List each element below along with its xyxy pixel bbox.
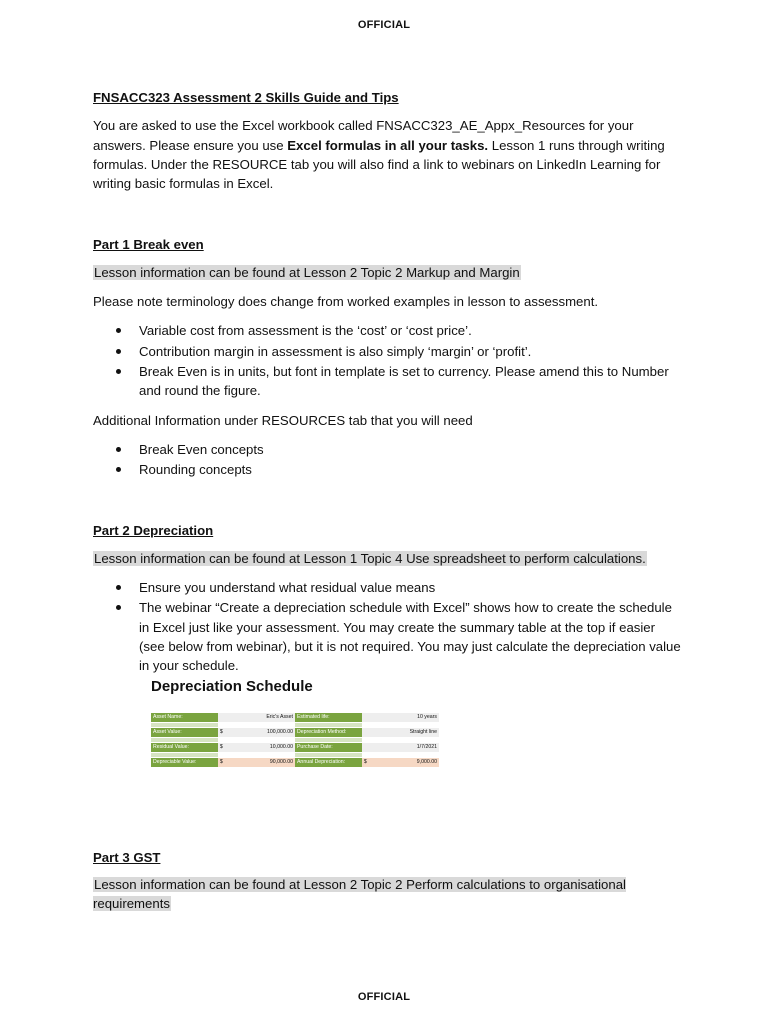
table-cell: Straight line (376, 727, 439, 737)
table-cell: $ (218, 742, 232, 752)
part2-heading: Part 2 Depreciation (93, 523, 214, 539)
table-cell: Asset Value: (151, 727, 218, 737)
table-cell: $ (218, 757, 232, 767)
list-item: Rounding concepts (139, 460, 683, 479)
header-classification: OFFICIAL (357, 19, 411, 31)
table-cell (362, 727, 376, 737)
table-cell: Annual Depreciation: (295, 757, 362, 767)
table-cell: Depreciable Value: (151, 757, 218, 767)
intro-text-2: Lesson 1 runs through writing formulas. Under the RESOURCE tab you will also find a link to webinars on LinkedIn Learning for writing basic formulas in Excel. (93, 137, 665, 192)
document-body (93, 88, 683, 923)
intro-paragraph (93, 116, 683, 193)
part1-additional-info: Additional Information under RESOURCES tab that you will need (93, 412, 473, 428)
table-cell: Residual Value: (151, 742, 218, 752)
schedule-title: Depreciation Schedule (151, 677, 313, 695)
table-row (151, 713, 439, 723)
part1-heading: Part 1 Break even (93, 237, 204, 253)
document-title: FNSACC323 Assessment 2 Skills Guide and Tips (93, 90, 399, 105)
table-cell: Estimated life: (295, 713, 362, 723)
table-cell: Eric's Asset (232, 713, 295, 723)
table-cell: Purchase Date: (295, 742, 362, 752)
part3-lesson-info (93, 875, 683, 914)
table-cell: Asset Name: (151, 713, 218, 723)
intro-text-1: You are asked to use the Excel workbook called FNSACC323_AE_Appx_Resources for your answers. Please ensure you use (93, 118, 634, 153)
table-cell: 1/7/2021 (376, 742, 439, 752)
part2-lesson-info (93, 549, 683, 568)
part1-lesson-highlight: Lesson information can be found at Lesson 2 Topic 2 Markup and Margin (94, 264, 520, 280)
list-item: Break Even concepts (139, 440, 683, 459)
table-row (151, 757, 439, 767)
table-cell: 100,000.00 (232, 727, 295, 737)
schedule-table (151, 713, 439, 768)
part1-resources-list (93, 440, 683, 480)
depreciation-schedule-image (147, 678, 439, 782)
table-row (151, 727, 439, 737)
table-cell: $ (218, 727, 232, 737)
part3-heading: Part 3 GST (93, 849, 161, 865)
part1-bullet-list (93, 321, 683, 400)
list-item: Break Even is in units, but font in template is set to currency. Please amend this to Number and round the figure. (139, 362, 683, 401)
intro-bold-text: Excel formulas in all your tasks. (287, 137, 489, 153)
table-cell: $ (362, 757, 376, 767)
list-item: Variable cost from assessment is the ‘cost’ or ‘cost price’. (139, 321, 683, 340)
list-item: Ensure you understand what residual value means (139, 578, 683, 597)
table-cell: 10,000.00 (232, 742, 295, 752)
footer-classification: OFFICIAL (357, 991, 411, 1003)
list-item: The webinar “Create a depreciation schedule with Excel” shows how to create the schedule in Excel just like your assessment. You may create the summary table at the top if easier (see below from webinar), but it is not required. You may just calculate the depreciation value in your schedule. (139, 598, 683, 675)
list-item: Contribution margin in assessment is also simply ‘margin’ or ‘profit’. (139, 342, 683, 361)
part2-bullet-list (93, 578, 683, 675)
table-cell: 90,000.00 (232, 757, 295, 767)
part1-lesson-info (93, 263, 683, 282)
table-row (151, 742, 439, 752)
part2-lesson-highlight: Lesson information can be found at Lesson 1 Topic 4 Use spreadsheet to perform calculations. (94, 550, 646, 566)
table-cell (362, 713, 376, 723)
table-cell: 10 years (376, 713, 439, 723)
table-cell: Depreciation Method: (295, 727, 362, 737)
table-cell (362, 742, 376, 752)
table-cell (218, 713, 232, 723)
part1-note: Please note terminology does change from worked examples in lesson to assessment. (93, 294, 599, 310)
table-cell: 9,000.00 (376, 757, 439, 767)
part3-lesson-highlight: Lesson information can be found at Lesson 2 Topic 2 Perform calculations to organisational requirements (93, 876, 626, 912)
